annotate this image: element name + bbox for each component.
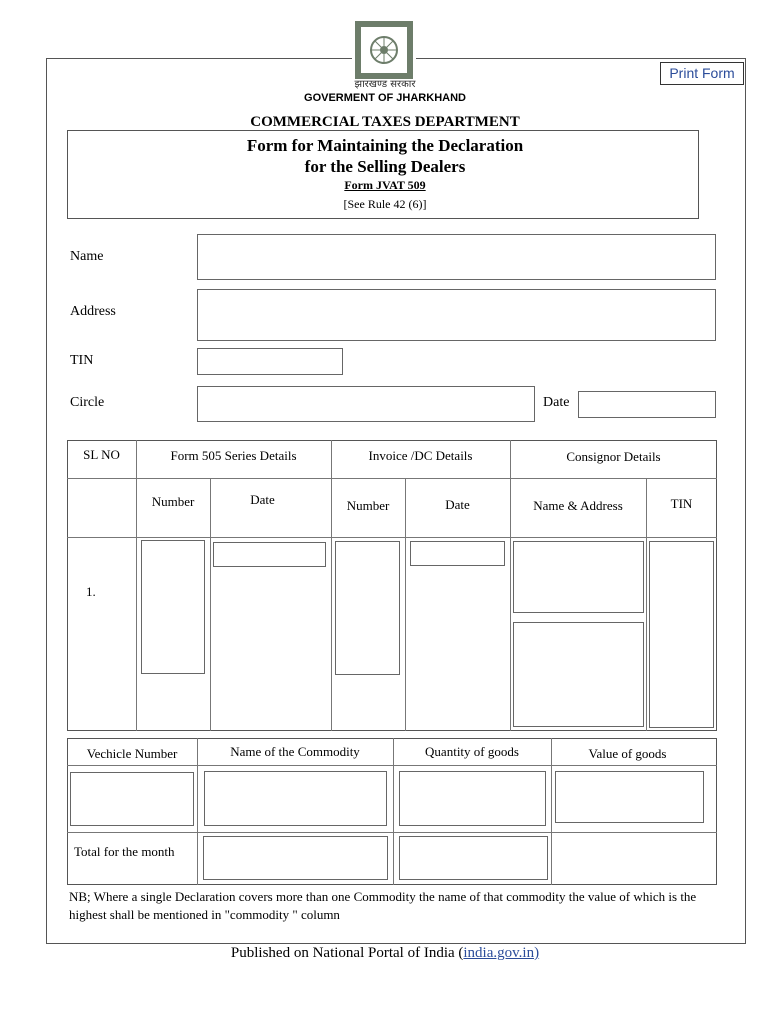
form-title-line1: Form for Maintaining the Declaration	[246, 136, 524, 155]
sl-no-header: SL NO	[83, 447, 120, 462]
total-commodity-field[interactable]	[203, 836, 388, 880]
value-header: Value of goods	[588, 746, 667, 761]
name-field[interactable]	[197, 234, 716, 280]
tin-field[interactable]	[197, 348, 343, 375]
logo-hindi-text: झारखण्ड सरकार	[354, 79, 416, 90]
invoice-header: Invoice /DC Details	[368, 448, 473, 463]
date-field[interactable]	[578, 391, 716, 418]
circle-label: Circle	[70, 395, 105, 410]
address-label: Address	[70, 304, 116, 319]
value-field[interactable]	[555, 771, 704, 823]
commodity-header: Name of the Commodity	[230, 744, 360, 759]
published-text: Published on National Portal of India (	[230, 945, 464, 961]
form505-date-field[interactable]	[213, 542, 326, 567]
invoice-date-field[interactable]	[410, 541, 505, 566]
tin-label: TIN	[70, 353, 94, 368]
quantity-header: Quantity of goods	[425, 744, 519, 759]
consignor-tin-header: TIN	[670, 496, 693, 511]
form505-number-header: Number	[151, 494, 195, 509]
form505-date-header: Date	[250, 492, 275, 507]
vehicle-header: Vechicle Number	[86, 746, 178, 761]
form-number: Form JVAT 509	[344, 178, 426, 192]
invoice-date-header: Date	[445, 497, 470, 512]
consignor-address-field[interactable]	[513, 622, 644, 727]
india-gov-link[interactable]: india.gov.in)	[463, 945, 540, 961]
total-quantity-field[interactable]	[399, 836, 548, 880]
form505-header: Form 505 Series Details	[170, 448, 297, 463]
department-title: COMMERCIAL TAXES DEPARTMENT	[250, 114, 520, 130]
name-address-header: Name & Address	[533, 498, 623, 513]
invoice-number-header: Number	[346, 498, 390, 513]
published-footer	[150, 945, 620, 962]
consignor-tin-field[interactable]	[649, 541, 714, 728]
circle-field[interactable]	[197, 386, 535, 422]
name-label: Name	[70, 249, 104, 264]
form-rule: [See Rule 42 (6)]	[343, 197, 427, 211]
date-label: Date	[543, 395, 570, 410]
row-number: 1.	[86, 584, 96, 599]
consignor-header: Consignor Details	[566, 449, 661, 464]
government-title: GOVERMENT OF JHARKHAND	[304, 92, 466, 104]
print-form-button[interactable]: Print Form	[660, 62, 744, 85]
commodity-name-field[interactable]	[204, 771, 387, 826]
note-text: NB; Where a single Declaration covers more than one Commodity the name of that commodity the value of which is the highest shall be mentioned in "commodity " column	[69, 889, 697, 922]
form-title-line2: for the Selling Dealers	[304, 157, 466, 176]
total-label: Total for the month	[74, 844, 175, 859]
invoice-number-field[interactable]	[335, 541, 400, 675]
consignor-name-field[interactable]	[513, 541, 644, 613]
address-field[interactable]	[197, 289, 716, 341]
quantity-field[interactable]	[399, 771, 546, 826]
form505-number-field[interactable]	[141, 540, 205, 674]
vehicle-number-field[interactable]	[70, 772, 194, 826]
